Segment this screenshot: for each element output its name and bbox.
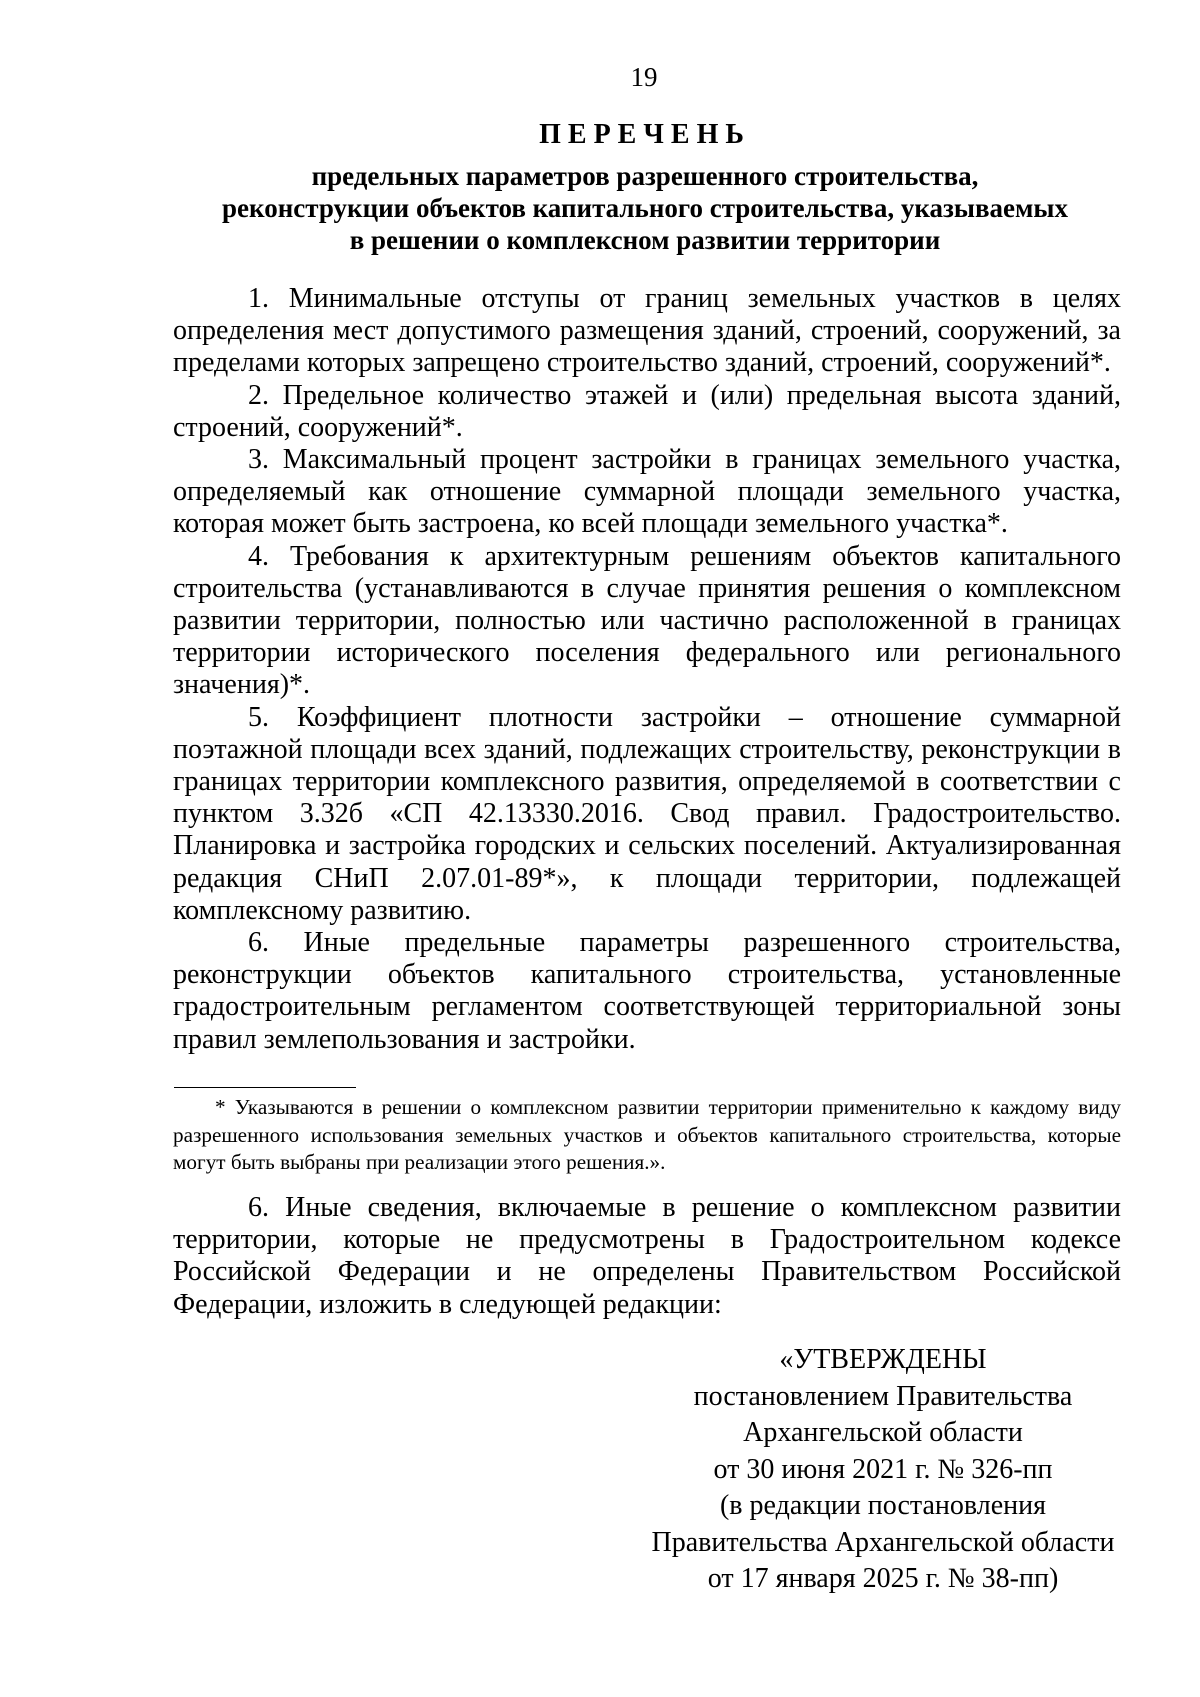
list-item-5: 5. Коэффициент плотности застройки – отношение суммарной поэтажной площади всех зданий, подлежащих строительству, реконструкции в границах территории комплексного развития, определяемой в соответствии с пунктом 3.32б «СП 42.13330.2016. Свод правил. Градостроительство. Планировка и застройка городских и сельских поселений. Актуализированная редакция СНиП 2.07.01-89*», к площади территории, подлежащей комплексному развитию. [173,701,1121,926]
heading-subtitle-line: реконструкции объектов капитального строительства, указываемых [222,193,1068,223]
approval-line: от 17 января 2025 г. № 38-пп) [707,1563,1059,1594]
parameters-list [173,283,1121,1056]
amendment-paragraph-block [173,1192,1121,1321]
heading-subtitle-line: в решении о комплексном развитии территории [349,225,941,255]
list-item-1: 1. Минимальные отступы от границ земельных участков в целях определения мест допустимого размещения зданий, строений, сооружений, за пределами которых запрещено строительство зданий, строений, сооружений*. [173,283,1121,379]
footnote: * Указываются в решении о комплексном развитии территории применительно к каждому виду разрешенного использования земельных участков и объектов капитального строительства, которые могут быть выбраны при реализации этого решения.». [173,1095,1121,1174]
approval-line: постановлением Правительства [693,1380,1073,1412]
list-item-4: 4. Требования к архитектурным решениям объектов капитального строительства (устанавливаются в случае принятия решения о комплексном развитии территории, полностью или частично расположенной в границах территории исторического поселения федерального или регионального значения)*. [173,540,1121,701]
list-item-6: 6. Иные предельные параметры разрешенного строительства, реконструкции объектов капитального строительства, установленные градостроительным регламентом соответствующей территориальной зоны правил землепользования и застройки. [173,927,1121,1055]
approval-line: Архангельской области [743,1417,1023,1448]
list-item-3: 3. Максимальный процент застройки в границах земельного участка, определяемый как отношение суммарной площади земельного участка, которая может быть застроена, ко всей площади земельного участка*. [173,444,1121,540]
approval-line: от 30 июня 2021 г. № 326-пп [713,1453,1053,1485]
footnote-divider [174,1087,356,1088]
heading-subtitle-line: предельных параметров разрешенного строительства, [311,161,979,191]
list-item-2: 2. Предельное количество этажей и (или) предельная высота зданий, строений, сооружений*. [173,379,1121,443]
approval-line: Правительства Архангельской области [651,1526,1115,1558]
document-heading [0,118,1200,256]
approval-line: (в редакции постановления [719,1490,1047,1521]
heading-subtitle [0,160,1200,256]
amendment-paragraph: 6. Иные сведения, включаемые в решение о комплексном развитии территории, которые не предусмотрены в Градостроительном кодексе Российской Федерации и не определены Правительством Российской Федерации, изложить в следующей редакции: [173,1192,1121,1320]
page-number: 19 [630,62,658,92]
heading-title: ПЕРЕЧЕНЬ [539,119,751,150]
approval-line: «УТВЕРЖДЕНЫ [779,1344,987,1375]
approval-stamp-block [645,1342,1121,1598]
